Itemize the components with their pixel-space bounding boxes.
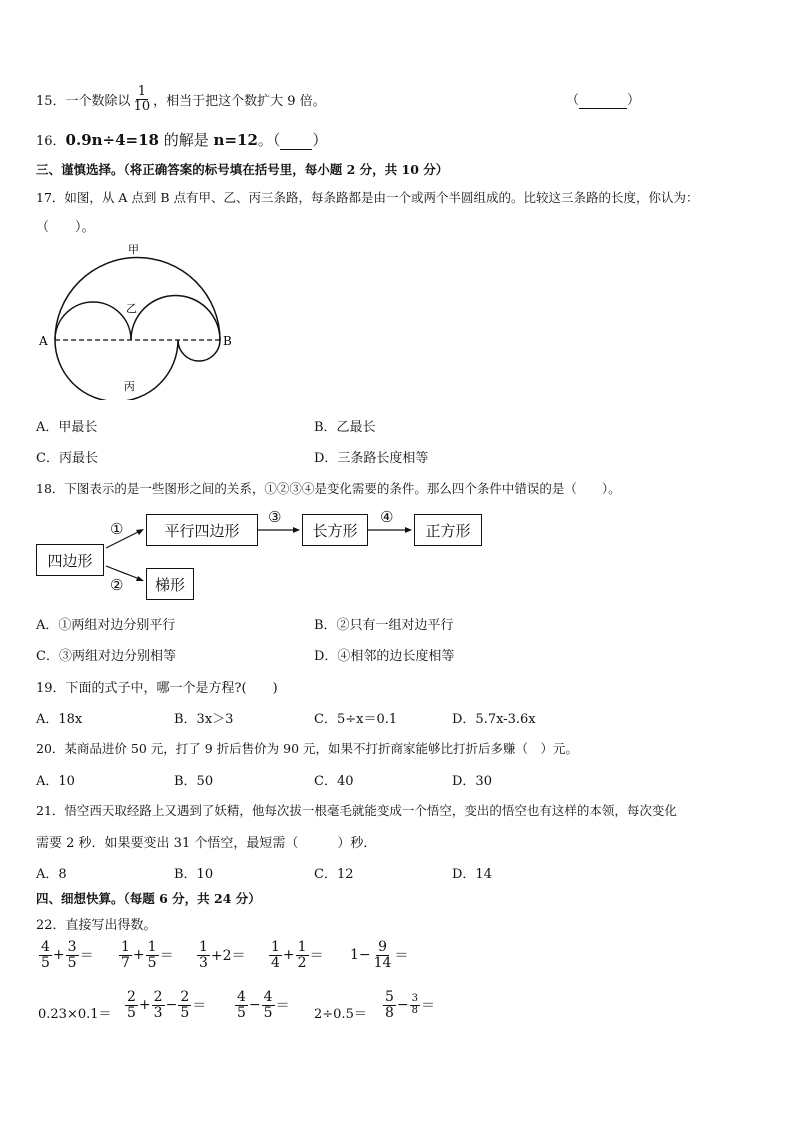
calc-r2-e5: $\frac{5}{8}$ − $\frac{3}{8}$ ＝ <box>385 989 436 1021</box>
q21-option-b[interactable]: B．10 <box>174 867 214 882</box>
q19-option-c[interactable]: C．5÷x＝0.1 <box>314 712 398 727</box>
q20-option-b[interactable]: B．50 <box>174 774 214 789</box>
path-bing-1 <box>55 340 178 400</box>
q16-solution: n=12 <box>213 131 258 149</box>
q18-option-c[interactable]: C．③两组对边分别相等 <box>36 649 176 664</box>
section-4-heading: 四、细想快算。（每题 6 分，共 24 分） <box>36 891 261 906</box>
q18-stem: 18．下图表示的是一些图形之间的关系，①②③④是变化需要的条件。那么四个条件中错误的是（ ）。 <box>36 481 621 496</box>
calc-r1-e4: $\frac{1}{4}$ + $\frac{1}{2}$ ＝ <box>271 939 324 971</box>
label-bing: 丙 <box>124 380 135 393</box>
q21-option-d[interactable]: D．14 <box>452 867 492 882</box>
q17-diagram <box>36 240 236 400</box>
q15-text-before: 一个数除以 <box>65 93 131 109</box>
calc-r1-e3: $\frac{1}{3}$ +2＝ <box>199 939 246 971</box>
calc-r2-e3: $\frac{4}{5}$ − $\frac{4}{5}$ ＝ <box>237 989 290 1021</box>
q21-stem-line2: 需要 2 秒．如果要变出 31 个悟空，最短需（ ）秒． <box>36 836 377 851</box>
q15-number: 15． <box>36 93 66 109</box>
question-15 <box>36 84 326 114</box>
q18-flowchart <box>36 508 496 604</box>
q16-answer-blank[interactable] <box>280 131 312 150</box>
path-yi-2 <box>131 296 220 341</box>
condition-3-mark: ③ <box>268 508 282 526</box>
q20-option-c[interactable]: C．40 <box>314 774 354 789</box>
q15-text-after: ，相当于把这个数扩大 9 倍。 <box>153 93 326 109</box>
q22-stem: 22．直接写出得数。 <box>36 918 157 933</box>
q19-option-a[interactable]: A．18x <box>36 712 83 727</box>
q18-option-b[interactable]: B．②只有一组对边平行 <box>314 618 454 633</box>
q17-option-b[interactable]: B．乙最长 <box>314 420 376 435</box>
path-yi-1 <box>55 302 131 340</box>
q21-stem-line1: 21．悟空西天取经路上又遇到了妖精，他每次拔一根毫毛就能变成一个悟空，变出的悟空也有这样的本领，每次变化 <box>36 803 677 818</box>
q21-option-c[interactable]: C．12 <box>314 867 354 882</box>
q20-stem: 20．某商品进价 50 元，打了 9 折后售价为 90 元，如果不打折商家能够比打折后多赚（ ）元。 <box>36 741 579 756</box>
q21-option-a[interactable]: A．8 <box>36 867 67 882</box>
label-yi: 乙 <box>126 302 137 315</box>
q17-option-d[interactable]: D．三条路长度相等 <box>314 451 429 466</box>
condition-4-mark: ④ <box>380 508 394 526</box>
q17-stem-line2: （ ）。 <box>36 220 95 235</box>
q17-option-c[interactable]: C．丙最长 <box>36 451 98 466</box>
q20-option-a[interactable]: A．10 <box>36 774 75 789</box>
section-3-heading: 三、谨慎选择。（将正确答案的标号填在括号里，每小题 2 分，共 10 分） <box>36 162 449 177</box>
q17-option-a[interactable]: A．甲最长 <box>36 420 98 435</box>
calc-r2-e2: $\frac{2}{5}$ + $\frac{2}{3}$ − $\frac{2}{5}$ ＝ <box>127 989 207 1021</box>
calc-r1-e5: 1− $\frac{9}{14}$ ＝ <box>350 939 409 971</box>
box-rectangle: 长方形 <box>302 514 368 546</box>
q15-fraction: $\frac{1}{10}$ <box>133 83 151 114</box>
q16-equation: 0.9n÷4=18 <box>65 131 159 149</box>
question-16: 16．0.9n÷4=18 的解是 n=12。（ ） <box>36 131 328 149</box>
label-jia: 甲 <box>128 243 139 256</box>
q17-stem-line1: 17．如图，从 A 点到 B 点有甲、乙、丙三条路，每条路都是由一个或两个半圆组成的。比较这三条路的长度，你认为： <box>36 190 699 205</box>
calc-r2-e4: 2÷0.5＝ <box>314 1007 367 1022</box>
condition-1-mark: ① <box>110 520 124 538</box>
path-bing-2 <box>178 340 220 361</box>
calc-r2-e1: 0.23×0.1＝ <box>38 1007 112 1022</box>
path-jia <box>55 258 220 341</box>
condition-2-mark: ② <box>110 576 124 594</box>
q18-option-d[interactable]: D．④相邻的边长度相等 <box>314 649 455 664</box>
q19-option-b[interactable]: B．3x＞3 <box>174 712 234 727</box>
box-quadrilateral: 四边形 <box>36 544 104 576</box>
q15-answer-blank[interactable] <box>579 93 627 109</box>
box-square: 正方形 <box>414 514 482 546</box>
label-point-b: B <box>223 334 232 348</box>
box-parallelogram: 平行四边形 <box>146 514 258 546</box>
calc-r1-e1: $\frac{4}{5}$ + $\frac{3}{5}$ ＝ <box>41 939 94 971</box>
q19-option-d[interactable]: D．5.7x-3.6x <box>452 712 536 727</box>
box-trapezoid: 梯形 <box>146 568 194 600</box>
q19-stem: 19．下面的式子中，哪一个是方程?( ) <box>36 681 278 696</box>
calc-r1-e2: $\frac{1}{7}$ + $\frac{1}{5}$ ＝ <box>121 939 174 971</box>
q20-option-d[interactable]: D．30 <box>452 774 492 789</box>
q15-answer-bracket: （ ） <box>566 93 641 108</box>
q18-option-a[interactable]: A．①两组对边分别平行 <box>36 618 176 633</box>
label-point-a: A <box>39 334 48 348</box>
